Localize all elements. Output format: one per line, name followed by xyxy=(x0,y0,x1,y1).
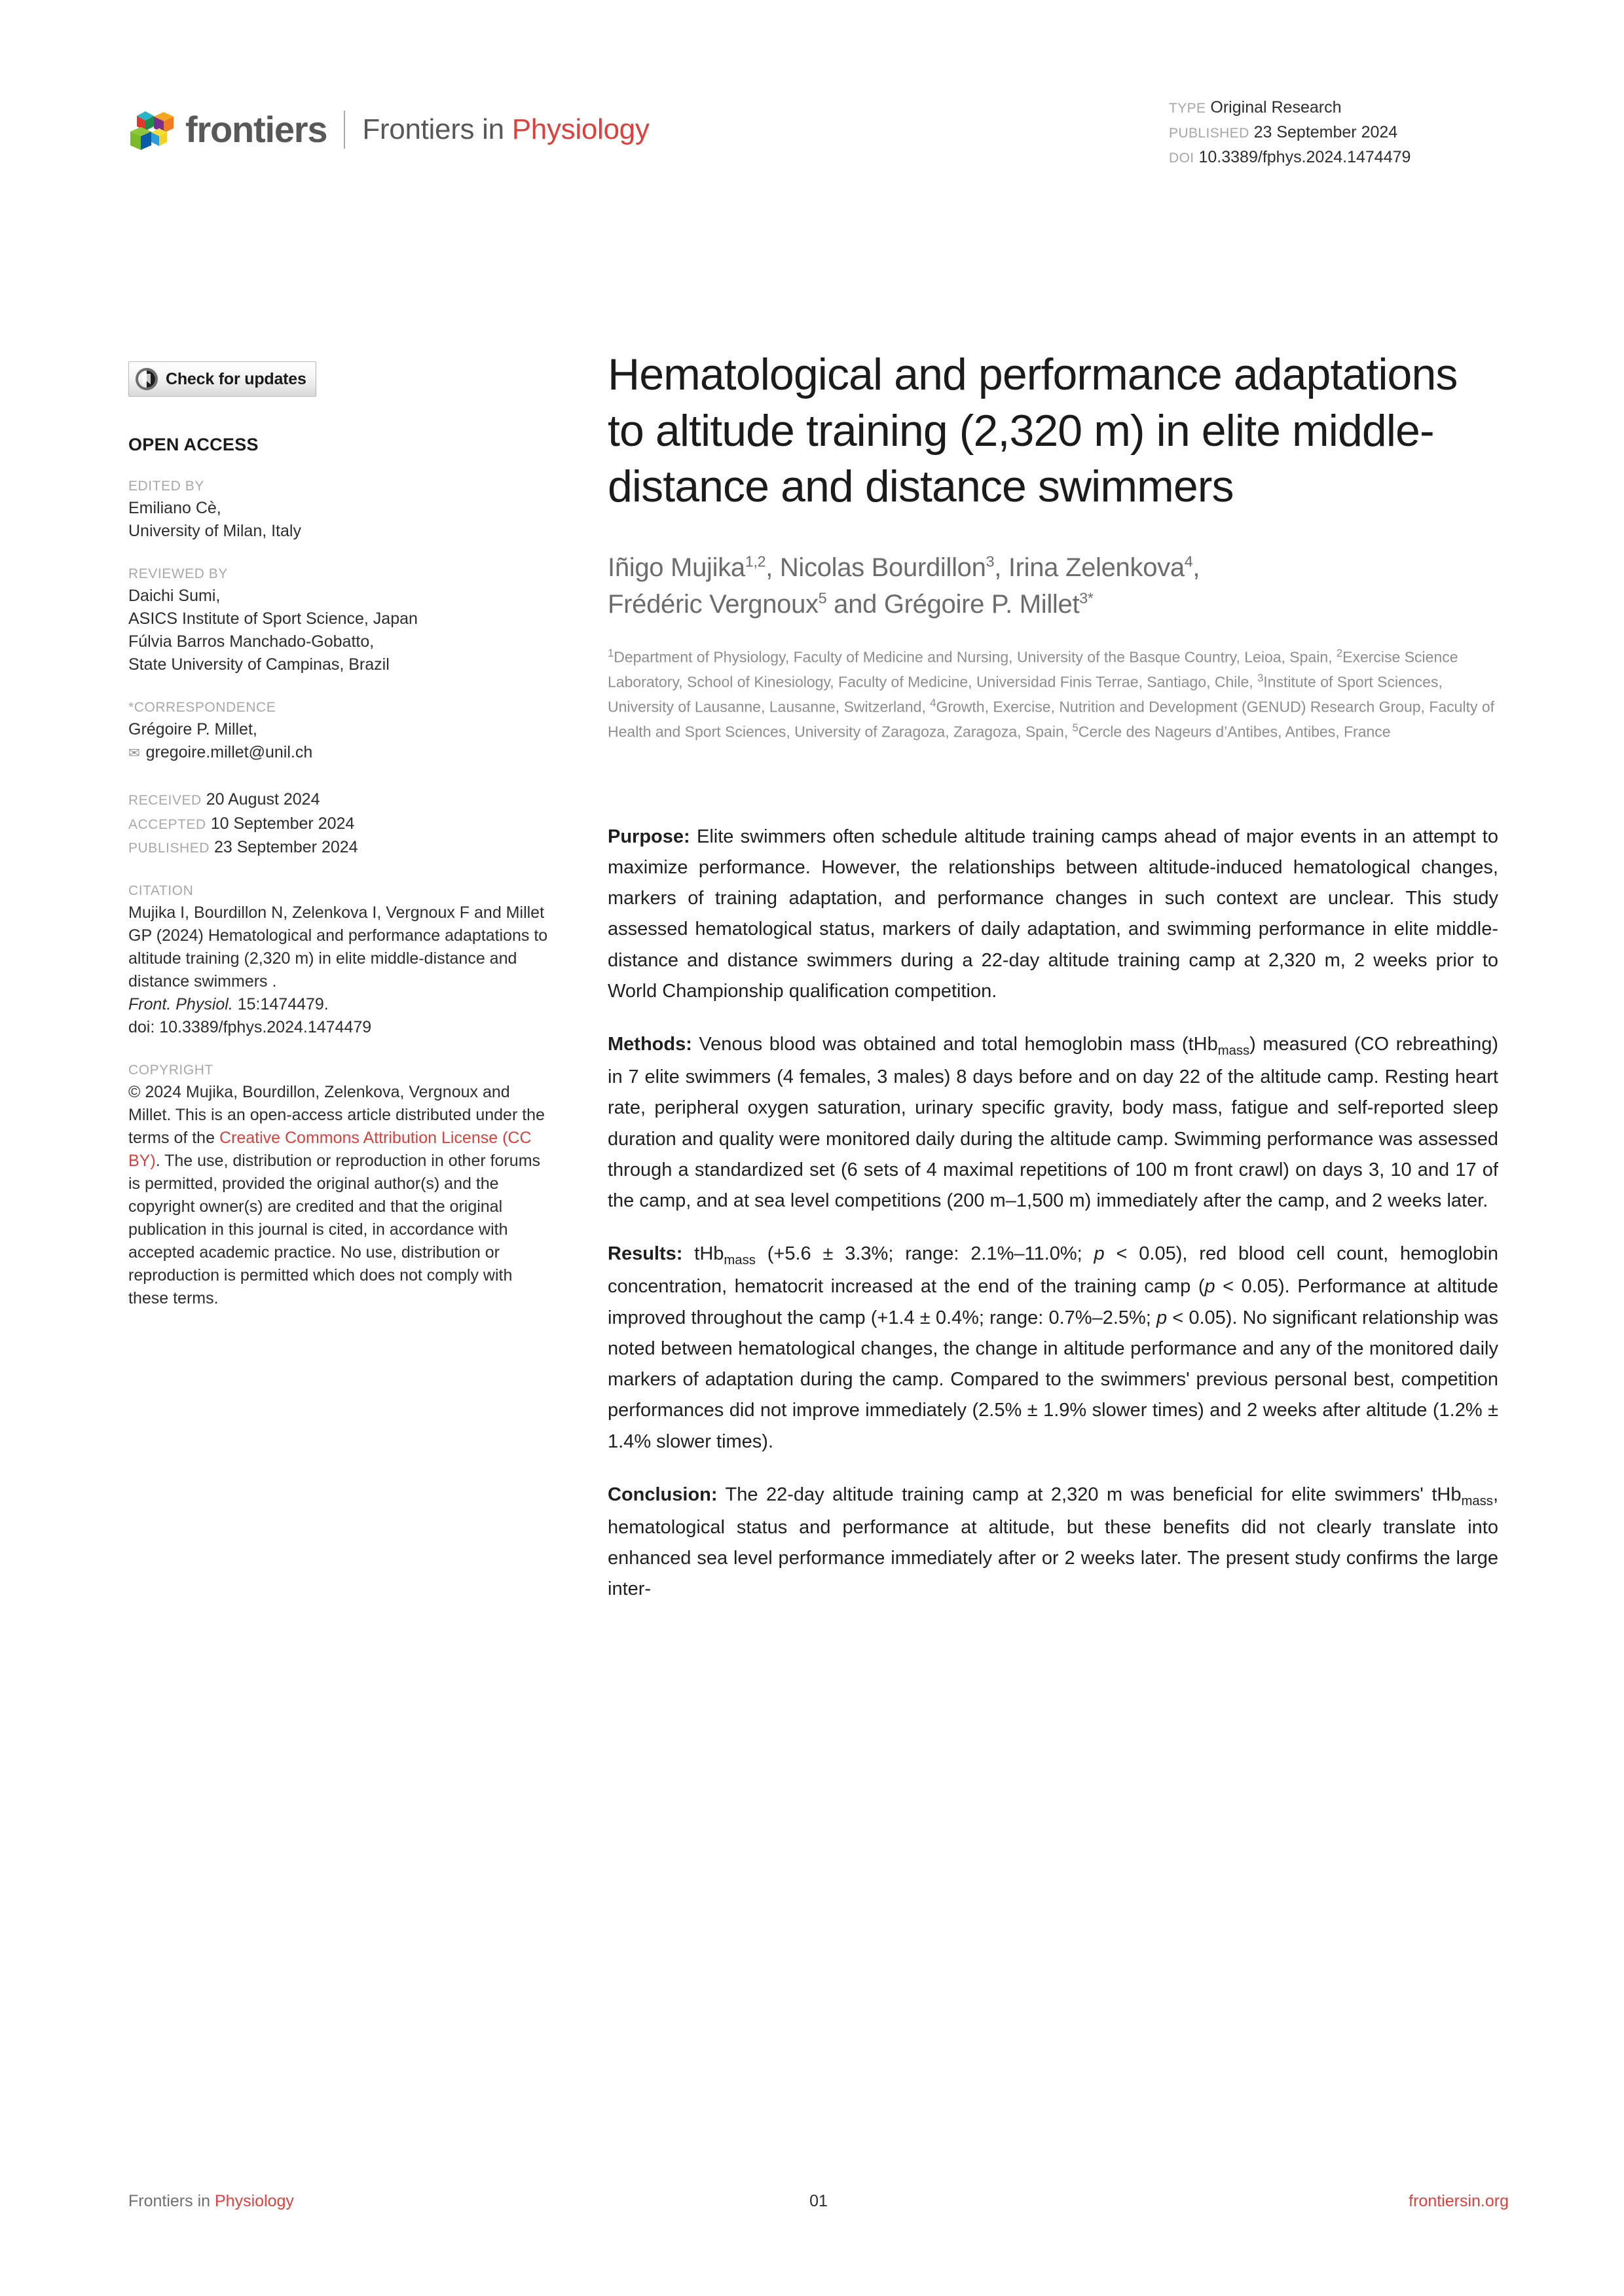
abstract-methods xyxy=(608,1029,1498,1216)
copyright-label: COPYRIGHT xyxy=(128,1062,213,1078)
journal-title-prefix: Frontiers in xyxy=(362,113,512,145)
accepted-label: ACCEPTED xyxy=(128,816,206,832)
methods-label: Methods: xyxy=(608,1034,692,1055)
copyright-part-2: . The use, distribution or reproduction in other forums is permitted, provided the original author(s) and the copyright owner(s) are credited and that the original publication in this journal is cited, in accordance with accepted academic practice. No use, distribution or reproduction is permitted which does not comply with these terms. xyxy=(128,1151,541,1307)
header-metadata xyxy=(1169,95,1509,170)
affil-marker-4: 4 xyxy=(930,696,936,709)
frontiers-logo-icon xyxy=(128,101,176,158)
copyright-block xyxy=(128,1063,553,1310)
affil-marker-5: 5 xyxy=(1072,721,1079,734)
results-text-e: < 0.05). No significant relationship was noted between hematological changes, the change in altitude performance and any of the monitored daily markers of adaptation during the camp. Compared to the swimmers' previous personal best, competition performances did not improve immediately (2.5% ± 1.9% slower times) and 2 weeks after altitude (1.2% ± 1.4% slower times). xyxy=(608,1307,1498,1452)
reviewed-by-label: REVIEWED BY xyxy=(128,566,228,581)
citation-volume: 15:1474479. xyxy=(232,994,329,1013)
methods-sub-mass: mass xyxy=(1217,1044,1250,1059)
masthead-divider xyxy=(344,111,345,149)
received-value: 20 August 2024 xyxy=(206,790,320,809)
author-sep-2[interactable]: , Irina Zelenkova xyxy=(994,553,1185,583)
citation-text xyxy=(128,902,553,1039)
methods-text-b: ) measured (CO rebreathing) in 7 elite swimmers (4 females, 3 males) 8 days before and on day 22 of the altitude camp. Resting heart rate, peripheral oxygen saturation, urinary specific gravity, body mass, fatigue and self-reported sleep duration and quality were monitored daily during the altitude camp. Swimming performance was assessed through a standardized set (6 sets of 4 maximal repetitions of 100 m front crawl) on days 3, 10 and 17 of the camp, and at sea level competitions (200 m–1,500 m) immediately after the camp, and 2 weeks later. xyxy=(608,1034,1498,1212)
correspondence-label: *CORRESPONDENCE xyxy=(128,700,276,715)
published-label: PUBLISHED xyxy=(128,841,210,856)
received-label: RECEIVED xyxy=(128,793,202,808)
purpose-label: Purpose: xyxy=(608,826,690,847)
methods-text-a: Venous blood was obtained and total hemoglobin mass (tHb xyxy=(692,1034,1218,1055)
copyright-part-1: © 2024 Mujika, Bourdillon, Zelenkova, Vergnoux and Millet. This is an open-access article distributed under the terms of the xyxy=(128,1082,545,1147)
dates-block xyxy=(128,788,553,860)
meta-published-label: PUBLISHED xyxy=(1169,126,1249,141)
author-4-affil-sup: 5 xyxy=(818,589,827,607)
affil-marker-1: 1 xyxy=(608,647,614,660)
conclusion-text-a: The 22-day altitude training camp at 2,320 m was beneficial for elite swimmers' tHb xyxy=(717,1484,1462,1505)
results-sub-mass: mass xyxy=(724,1253,756,1268)
published-value: 23 September 2024 xyxy=(213,838,358,856)
results-text-c: < 0.05), red blood cell count, hemoglobin concentration, hematocrit increased at the end of the training camp ( xyxy=(608,1243,1498,1298)
author-4[interactable]: Frédéric Vergnoux xyxy=(608,590,819,619)
sidebar xyxy=(128,361,553,1310)
main-column xyxy=(608,347,1498,1605)
edited-by-label: EDITED BY xyxy=(128,479,204,494)
footer-website-link[interactable]: frontiersin.org xyxy=(1409,2192,1509,2210)
abstract-results xyxy=(608,1239,1498,1457)
author-2-affil-sup: 3 xyxy=(986,553,995,570)
results-p-italic-1: p xyxy=(1094,1243,1105,1265)
journal-title-accent: Physiology xyxy=(511,113,650,145)
affil-marker-2: 2 xyxy=(1336,647,1343,660)
author-1-affil-sup: 1,2 xyxy=(745,553,766,570)
meta-doi-row[interactable] xyxy=(1169,145,1509,170)
affiliations: $^1$Department of Physiology, Faculty of Medicine and Nursing, University of the Basque Country, Leioa, Spain, $^2$Exercise Science Laboratory, School of Kinesiology, Faculty of Medicine, Universidad Finis Terrae, Santiago, Chile, $^3$Institute of Sport Sciences, University of Lausanne, Lausanne, Switzerland, $^4$Growth, Exercise, Nutrition and Development (GENUD) Research Group, Faculty of Health and Sport Sciences, University of Zaragoza, Zaragoza, Spain, $^5$Cercle des Nageurs d’Antibes, Antibes, France xyxy=(608,647,1495,740)
abstract-purpose xyxy=(608,822,1498,1008)
results-text-b: (+5.6 ± 3.3%; range: 2.1%–11.0%; xyxy=(755,1243,1094,1265)
open-access-badge: OPEN ACCESS xyxy=(128,435,259,454)
conclusion-label: Conclusion: xyxy=(608,1484,718,1505)
author-list xyxy=(608,549,1498,623)
correspondence-name: Grégoire P. Millet, xyxy=(128,720,257,738)
masthead xyxy=(128,98,650,161)
edited-by-block xyxy=(128,479,553,543)
page-title: Hematological and performance adaptations to altitude training (2,320 m) in elite middle-distance and distance swimmers xyxy=(608,350,1458,512)
citation-body: Mujika I, Bourdillon N, Zelenkova I, Vergnoux F and Millet GP (2024) Hematological and performance adaptations to altitude training (2,320 m) in elite middle-distance and distance swimmers . xyxy=(128,903,548,991)
author-sep-1[interactable]: , Nicolas Bourdillon xyxy=(766,553,986,583)
author-1[interactable]: Iñigo Mujika xyxy=(608,553,745,583)
cc-license-link[interactable]: Creative Commons Attribution License (CC BY) xyxy=(128,1128,532,1170)
results-text-a: tHb xyxy=(682,1243,724,1265)
published-row xyxy=(128,835,553,860)
envelope-icon: ✉ xyxy=(128,746,140,761)
page-footer xyxy=(128,2192,1509,2211)
citation-label: CITATION xyxy=(128,883,194,898)
meta-type-row xyxy=(1169,95,1509,120)
reviewer-1-affiliation: ASICS Institute of Sport Science, Japan xyxy=(128,610,418,628)
citation-block xyxy=(128,883,553,1039)
abstract xyxy=(608,822,1498,1605)
correspondence-email-row[interactable] xyxy=(128,741,553,764)
check-for-updates-button[interactable] xyxy=(128,361,316,397)
conclusion-text-b: , hematological status and performance at altitude, but these benefits did not clearly translate into enhanced sea level performance immediately after or 2 weeks later. The present study confirms the large inter- xyxy=(608,1484,1498,1600)
footer-journal-prefix: Frontiers in xyxy=(128,2192,215,2210)
check-for-updates-label: Check for updates xyxy=(166,369,306,388)
footer-journal-accent: Physiology xyxy=(214,2192,294,2210)
abstract-conclusion xyxy=(608,1480,1498,1605)
conclusion-sub-mass: mass xyxy=(1461,1493,1493,1508)
results-text-d: < 0.05). Performance at altitude improved throughout the camp (+1.4 ± 0.4%; range: 0.7%–2.5%; xyxy=(608,1276,1498,1328)
accepted-row xyxy=(128,812,553,836)
correspondence-email[interactable]: gregoire.millet@unil.ch xyxy=(145,743,313,761)
edited-by-name: Emiliano Cè, xyxy=(128,499,221,517)
reviewer-1-name: Daichi Sumi, xyxy=(128,587,221,605)
correspondence-block xyxy=(128,700,553,764)
reviewer-2-name: Fúlvia Barros Manchado-Gobatto, xyxy=(128,632,375,651)
received-row xyxy=(128,788,553,812)
footer-page-number: 01 xyxy=(809,2192,828,2210)
meta-doi-label: DOI xyxy=(1169,151,1194,166)
meta-type-value: Original Research xyxy=(1210,98,1342,117)
author-sep-4[interactable]: and Grégoire P. Millet xyxy=(826,590,1080,619)
meta-type-label: TYPE xyxy=(1169,101,1206,116)
meta-doi-value[interactable]: 10.3389/fphys.2024.1474479 xyxy=(1198,148,1411,166)
journal-title xyxy=(362,115,649,144)
reviewed-by-block xyxy=(128,566,553,676)
citation-journal: Front. Physiol. xyxy=(128,994,233,1013)
results-label: Results: xyxy=(608,1243,683,1265)
results-p-italic-3: p xyxy=(1156,1307,1168,1328)
copyright-text xyxy=(128,1081,553,1310)
citation-doi[interactable]: doi: 10.3389/fphys.2024.1474479 xyxy=(128,1017,372,1036)
results-p-italic-2: p xyxy=(1204,1276,1215,1298)
meta-published-row xyxy=(1169,120,1509,145)
frontiers-wordmark: frontiers xyxy=(185,109,327,150)
affil-marker-3: 3 xyxy=(1257,671,1264,684)
reviewer-2-affiliation: State University of Campinas, Brazil xyxy=(128,655,390,674)
edited-by-affiliation: University of Milan, Italy xyxy=(128,522,301,540)
author-sep-3: , xyxy=(1192,553,1200,583)
meta-published-value: 23 September 2024 xyxy=(1253,123,1398,141)
crossmark-icon xyxy=(136,368,158,390)
accepted-value: 10 September 2024 xyxy=(210,814,355,833)
author-5-affil-sup: 3* xyxy=(1079,589,1094,607)
purpose-text: Elite swimmers often schedule altitude training camps ahead of major events in an attempt to maximize performance. However, the relationships between altitude-induced hematological changes, markers of training adaptation, and performance changes in such context are unclear. This study assessed hematological status, markers of daily adaptation, and swimming performance in elite middle-distance and distance swimmers during a 22-day altitude training camp at 2,320 m, 2 weeks prior to World Championship qualification competition. xyxy=(608,826,1498,1002)
author-3-affil-sup: 4 xyxy=(1184,553,1193,570)
